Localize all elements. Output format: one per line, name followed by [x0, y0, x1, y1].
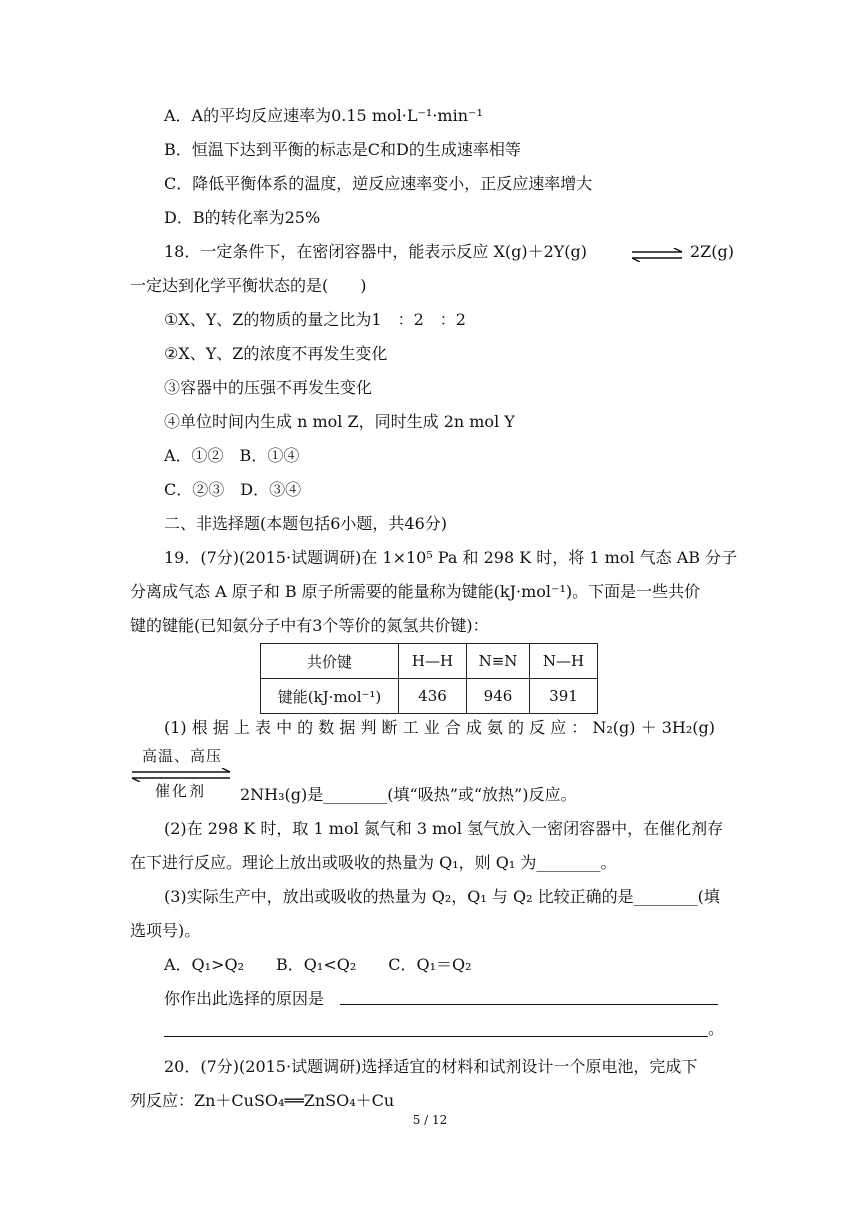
table-header-cell: N≡N — [467, 644, 530, 679]
q18-stem-part1: 18．一定条件下，在密闭容器中，能表示反应 X(g)＋2Y(g) — [164, 242, 588, 261]
q19-part2-line1: (2)在 298 K 时，取 1 mol 氮气和 3 mol 氢气放入一密闭容器中，在催化剂存 — [164, 819, 724, 838]
q18-options-row1: A．①② B．①④ — [164, 446, 300, 465]
table-cell: 键能(kJ·mol⁻¹) — [261, 679, 399, 714]
answer-line — [164, 1036, 708, 1037]
page-number: 5 / 12 — [412, 1113, 448, 1127]
q17-option-c: C．降低平衡体系的温度，逆反应速率变小，正反应速率增大 — [164, 174, 593, 193]
bond-energy-table — [260, 643, 598, 714]
q19-part3-line1: (3)实际生产中，放出或吸收的热量为 Q₂，Q₁ 与 Q₂ 比较正确的是________(填 — [164, 887, 720, 906]
table-header-row — [261, 644, 598, 679]
q18-stem-part2: 一定达到化学平衡状态的是( ) — [130, 276, 367, 295]
q19-part3-options: A．Q₁>Q₂ B．Q₁<Q₂ C．Q₁＝Q₂ — [164, 955, 472, 974]
reaction-condition-bottom: 催化剂 — [155, 782, 207, 800]
table-cell: 946 — [467, 679, 530, 714]
q18-options-row2: C．②③ D．③④ — [164, 480, 302, 499]
section-2-title: 二、非选择题(本题包括6小题，共46分) — [164, 514, 448, 533]
q19-part3-line2: 选项号)。 — [130, 921, 201, 940]
table-header-cell: N—H — [530, 644, 598, 679]
q19-reason-end: 。 — [708, 1019, 725, 1038]
q17-option-d: D．B的转化率为25% — [164, 208, 321, 227]
q20-line2: 列反应：Zn＋CuSO₄══ZnSO₄＋Cu — [130, 1091, 395, 1110]
q19-part1-line1: (1) 根 据 上 表 中 的 数 据 判 断 工 业 合 成 氨 的 反 应 ： N₂(g) ＋ 3H₂(g) — [164, 718, 715, 737]
q17-option-b: B．恒温下达到平衡的标志是C和D的生成速率相等 — [164, 140, 521, 159]
q19-intro-line1: 19．(7分)(2015·试题调研)在 1×10⁵ Pa 和 298 K 时，将 1 mol 气态 AB 分子 — [164, 548, 738, 567]
q18-item-4: ④单位时间内生成 n mol Z，同时生成 2n mol Y — [164, 412, 515, 431]
table-header-cell: H—H — [399, 644, 467, 679]
reaction-condition-top: 高温、高压 — [142, 747, 223, 765]
q19-intro-line2: 分离成气态 A 原子和 B 原子所需要的能量称为键能(kJ·mol⁻¹)。下面是一些共价 — [130, 582, 701, 601]
q19-intro-line3: 键的键能(已知氨分子中有3个等价的氮氢共价键)： — [130, 616, 489, 635]
equilibrium-arrow-icon — [630, 248, 686, 262]
q18-stem-product: 2Z(g) — [690, 242, 735, 261]
table-cell: 391 — [530, 679, 598, 714]
answer-line — [340, 1004, 718, 1005]
table-cell: 436 — [399, 679, 467, 714]
q18-item-3: ③容器中的压强不再发生变化 — [164, 378, 373, 397]
q19-reason-label: 你作出此选择的原因是 — [164, 989, 325, 1008]
q19-part2-line2: 在下进行反应。理论上放出或吸收的热量为 Q₁，则 Q₁ 为________。 — [130, 853, 617, 872]
q18-item-2: ②X、Y、Z的浓度不再发生变化 — [164, 344, 388, 363]
table-row — [261, 679, 598, 714]
q17-option-a: A．A的平均反应速率为0.15 mol·L⁻¹·min⁻¹ — [164, 106, 483, 125]
q19-part1-line2: 2NH₃(g)是________(填“吸热”或“放热”)反应。 — [240, 785, 577, 804]
table-header-cell: 共价键 — [261, 644, 399, 679]
q20-line1: 20．(7分)(2015·试题调研)选择适宜的材料和试剂设计一个原电池，完成下 — [164, 1057, 698, 1076]
q18-item-1: ①X、Y、Z的物质的量之比为1 ：2 ：2 — [164, 310, 466, 329]
